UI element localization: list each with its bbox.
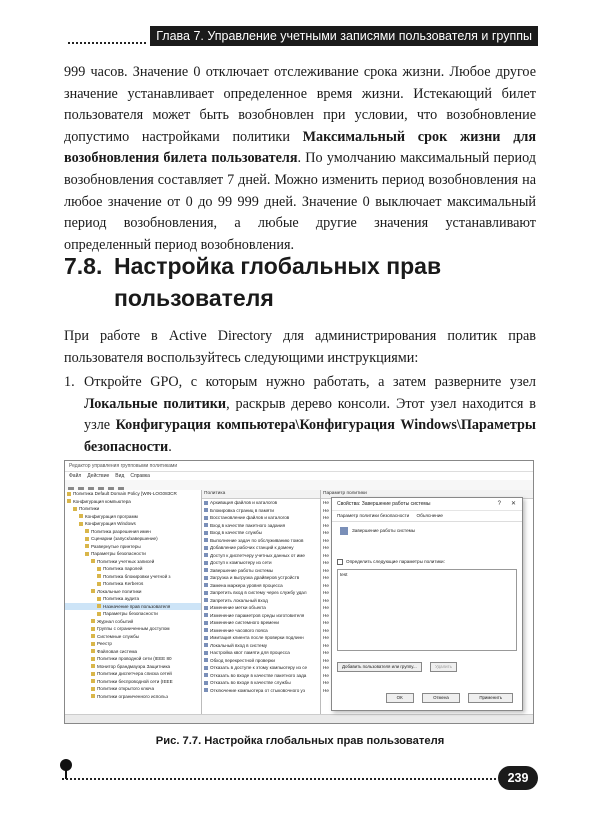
policy-icon [204,613,208,617]
policy-row: Добавление рабочих станций к домену [202,544,320,552]
param-value: Не [323,582,329,588]
folder-icon [91,649,95,653]
section-title-line-1: Настройка глобальных прав [114,253,442,279]
tree-node: Политики проводной сети (IEEE 80 [65,655,201,663]
policy-icon [204,538,208,542]
tab-explanation: Объяснение [416,513,443,518]
tree-node: Политика блокировки учетной з [65,573,201,581]
tree-node: Политики диспетчера списка сетей [65,670,201,678]
policy-row: Запретить вход в систему через службу удал [202,589,320,597]
tab-policy-setting: Параметр политики безопасности [337,513,410,518]
policy-icon [204,591,208,595]
dialog-footer [386,686,517,704]
policy-icon [204,643,208,647]
policy-row: Вход в качестве пакетного задания [202,522,320,530]
param-value: Не [323,620,329,625]
tree-node: Локальные политики [65,588,201,596]
policy-row: Выполнение задач по обслуживанию томов [202,537,320,545]
folder-icon [97,597,101,601]
tree-node: Политика Default Domain Policy [WIN-LOG083CR [65,490,201,498]
dialog-title: Свойства: Завершение работы системы [332,498,522,511]
policy-row: Отказать во входе в качестве службы [202,679,320,687]
policy-row: Отключение компьютера от стыковочного уз [202,687,320,695]
param-value: Не [323,657,329,663]
tree-node: Монитор брандмауэра Защитника [65,663,201,671]
policy-column-header: Политика [202,490,320,499]
tree-node: Политики учетных записей [65,558,201,566]
policy-icon [204,598,208,602]
policy-icon [204,628,208,632]
param-value: Не [323,642,329,648]
policy-icon [204,546,208,550]
help-button: ? [497,501,501,507]
tree-node: Политики [65,505,201,513]
section-title-line-2: пользователя [114,285,274,311]
policy-row: Изменение параметров среды изготовителя [202,612,320,620]
policy-row: Замена маркера уровня процесса [202,582,320,590]
param-value: Не [323,575,329,580]
param-value: Не [323,627,329,633]
policy-row: Восстановление файлов и каталогов [202,514,320,522]
folder-icon [91,589,95,593]
param-column-header: Параметр политики [321,490,533,499]
policy-icon [204,508,208,512]
policy-icon [204,501,208,505]
menu-item: Вид [115,473,125,479]
policy-icon [204,658,208,662]
folder-icon [91,642,95,646]
folder-icon [97,612,101,616]
policy-icon [204,568,208,572]
folder-icon [91,672,95,676]
tree-node: Политика Kerberos [65,580,201,588]
policy-row: Доступ к диспетчеру учетных данных от име [202,552,320,560]
policy-icon [204,561,208,565]
menu-item: Файл [69,473,82,479]
dialog-controls [498,498,516,510]
dialog-button-row [337,655,517,673]
param-value: Не [323,680,329,685]
list-marker: 1. [64,374,75,390]
tree-node: Системные службы [65,633,201,641]
text-run: . [168,438,172,455]
policy-icon [204,606,208,610]
tree-node: Реестр [65,640,201,648]
apply-button: Применить [468,693,513,703]
folder-icon [97,567,101,571]
folder-icon [91,679,95,683]
policy-name: Завершение работы системы [332,526,522,535]
policy-row: Изменение метки объекта [202,604,320,612]
menu-item: Действие [87,473,110,479]
tree-node: Группы с ограниченным доступом [65,625,201,633]
embedded-screenshot [64,460,534,724]
section-number: 7.8. [64,253,103,279]
tree-node: Политики беспроводной сети (IEEE [65,678,201,686]
text-run: . По умолчанию максимальный период возобновления составляет 7 дней. Можно изменить период возобновления на любое значение от 0 до 99 999 дней. Значение 0 выключает максимальный период возобновления, а любые другие значения устанавливают определенный период возобновления. [64,150,536,253]
list-item-text [84,372,536,458]
add-user-button: Добавить пользователя или группу... [337,662,422,672]
policy-row: Блокировка страниц в памяти [202,507,320,515]
param-value: Не [323,530,329,535]
instruction-list [64,372,536,458]
remove-button: Удалить [430,662,457,672]
param-value: Не [323,545,329,550]
param-value: Не [323,560,329,565]
running-head-dotted-rule [68,42,146,44]
policy-row: Загрузка и выгрузка драйверов устройств [202,574,320,582]
param-value: Не [323,605,329,610]
folder-icon [79,514,83,518]
folder-icon [85,529,89,533]
tree-node: Параметры безопасности [65,610,201,618]
policy-icon [204,636,208,640]
tree-node: Политика разрешения имен [65,528,201,536]
figure-caption: Рис. 7.7. Настройка глобальных прав пользователя [155,735,445,747]
text-run: Откройте GPO, с которым нужно работать, а затем разверните узел [84,374,536,390]
folder-icon [97,582,101,586]
text-run: , раскрыв дерево консоли. Этот узел находится в узле [84,395,536,434]
policy-icon [204,666,208,670]
policy-row: Изменение часового пояса [202,627,320,635]
folder-icon [73,507,77,511]
param-value: Не [323,537,329,543]
cancel-button: Отмена [422,693,460,703]
tree-node: Сценарии (запуск/завершение) [65,535,201,543]
policy-icon [204,516,208,520]
param-value: Не [323,552,329,558]
tree-node: Назначение прав пользователя [65,603,201,611]
tree-node: Политика паролей [65,565,201,573]
folder-icon [91,619,95,623]
policy-icon [204,651,208,655]
folder-icon [91,559,95,563]
policy-icon [204,673,208,677]
policy-row: Отказать в доступе к этому компьютеру из се [202,664,320,672]
folder-icon [85,544,89,548]
folder-icon [91,627,95,631]
tree-node: Журнал событий [65,618,201,626]
policy-list-pane [202,490,321,715]
window-title: Редактор управления групповыми политиками [65,461,533,472]
policy-row: Вход в качестве службы [202,529,320,537]
policy-icon [340,527,348,535]
policy-icon [204,621,208,625]
properties-dialog [331,497,523,711]
tree-node: Конфигурация компьютера [65,498,201,506]
param-value: Не [323,500,329,505]
folder-icon [85,537,89,541]
param-value: Не [323,650,329,655]
folder-icon [67,499,71,503]
console-tree [65,490,202,715]
bold-run: Максимальный срок жизни для возобновления билета пользователя [64,128,537,167]
policy-icon [204,681,208,685]
policy-row: Запретить локальный вход [202,597,320,605]
policy-row: Доступ к компьютеру из сети [202,559,320,567]
param-value: Не [323,590,329,595]
folder-icon [97,604,101,608]
folder-icon [91,634,95,638]
running-head [0,22,600,50]
status-bar [65,714,533,723]
param-value: Не [323,635,329,640]
param-value: Не [323,665,329,670]
folder-icon [79,522,83,526]
param-value: Не [323,522,329,528]
paragraph-1 [64,62,536,256]
param-value: Не [323,567,329,573]
list-item [64,372,536,458]
tree-node: Политики ограниченного использ [65,693,201,701]
define-checkbox: Определить следующие параметры политики: [332,557,522,566]
menu-item: Справка [130,473,150,479]
policy-icon [204,553,208,557]
paragraph-2: При работе в Active Directory для администрирования политик прав пользователя воспользуйтесь следующими инструкциями: [64,328,536,366]
policy-row: Завершение работы системы [202,567,320,575]
policy-icon [204,531,208,535]
tree-node: Развернутые принтеры [65,543,201,551]
ok-button: ОК [386,693,414,703]
section-heading [64,250,544,314]
policy-icon [204,576,208,580]
close-icon: ✕ [510,501,516,507]
page-number: 239 [498,766,538,790]
folder-icon [67,492,71,496]
checkbox-icon [337,559,343,565]
tree-node: Политика аудита [65,595,201,603]
menu-bar [65,472,533,480]
folder-icon [85,552,89,556]
folder-icon [91,664,95,668]
param-value: Не [323,597,329,603]
policy-row: Имитация клиента после проверки подлинн [202,634,320,642]
param-value: Не [323,687,329,693]
folder-icon [91,657,95,661]
policy-row: Локальный вход в систему [202,642,320,650]
folder-icon [97,574,101,578]
folder-icon [91,687,95,691]
tree-node: Политики открытого ключа [65,685,201,693]
policy-row: Обход перекрестной проверки [202,657,320,665]
policy-icon [204,583,208,587]
tree-node: Конфигурация Windows [65,520,201,528]
dialog-tabs [332,511,522,522]
tree-node: Файловая система [65,648,201,656]
members-listbox: test [337,569,517,651]
bold-run: Конфигурация компьютера\Конфигурация Windows\Параметры безопасности [84,417,537,455]
policy-row: Отказать во входе в качестве пакетного зада [202,672,320,680]
policy-row: Настройка квот памяти для процесса [202,649,320,657]
param-value: Не [323,612,329,618]
folder-icon [91,694,95,698]
bold-run: Локальные политики [84,395,227,412]
text-run: 999 часов. Значение 0 отключает отслеживание срока жизни. Любое другое значение устанавливает определенное время жизни. Истекающий билет пользователя может быть возобновлен при условии, что возобновление допустимо настройками политики [64,64,536,145]
running-head-title: Глава 7. Управление учетными записями пользователя и группы [150,26,538,46]
tree-node: Конфигурация программ [65,513,201,521]
param-value: Не [323,672,329,678]
policy-icon [204,688,208,692]
param-value: Не [323,507,329,513]
policy-icon [204,523,208,527]
policy-row: Архивация файлов и каталогов [202,499,320,507]
tree-node: Параметры безопасности [65,550,201,558]
param-value: Не [323,515,329,520]
footer-dotted-rule [62,778,496,780]
policy-row: Изменение системного времени [202,619,320,627]
